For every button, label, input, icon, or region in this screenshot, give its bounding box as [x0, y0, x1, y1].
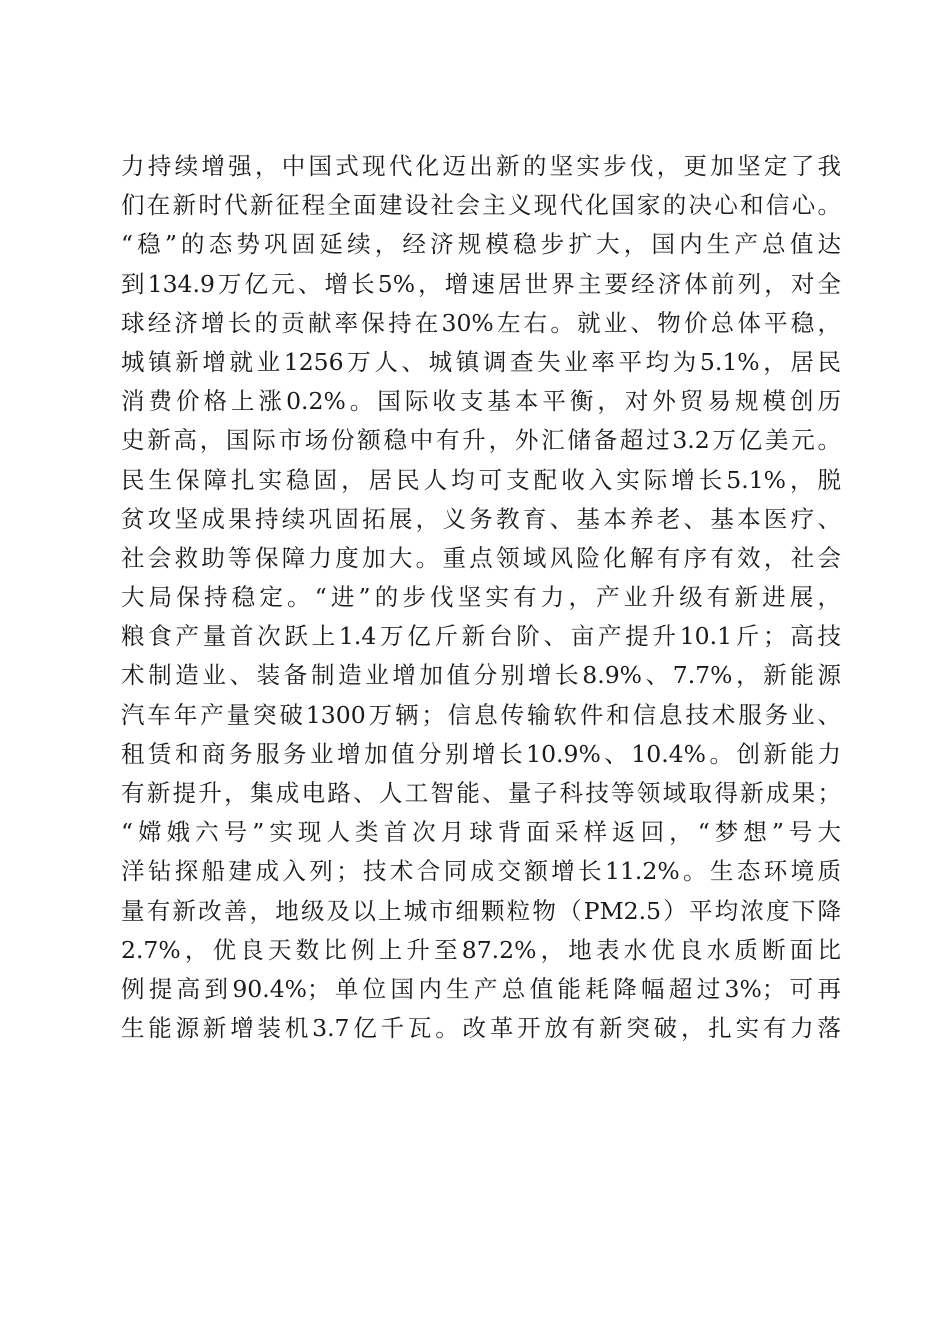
- text-line: 租赁和商务服务业增加值分别增长10.9%、10.4%。创新能力: [121, 739, 841, 768]
- text-line: 大局保持稳定。“进”的步伐坚实有力，产业升级有新进展，: [121, 583, 841, 612]
- text-line: 量有新改善，地级及以上城市细颗粒物（PM2.5）平均浓度下降: [121, 896, 841, 925]
- text-line: 到134.9万亿元、增长5%，增速居世界主要经济体前列，对全: [121, 269, 841, 298]
- text-line: “稳”的态势巩固延续，经济规模稳步扩大，国内生产总值达: [121, 230, 841, 259]
- text-line: 粮食产量首次跃上1.4万亿斤新台阶、亩产提升10.1斤；高技: [121, 622, 841, 651]
- text-line: 生能源新增装机3.7亿千瓦。改革开放有新突破，扎实有力落: [121, 1014, 841, 1043]
- text-line: 汽车年产量突破1300万辆；信息传输软件和信息技术服务业、: [121, 700, 841, 729]
- text-line: 消费价格上涨0.2%。国际收支基本平衡，对外贸易规模创历: [121, 387, 841, 416]
- text-line: 贫攻坚成果持续巩固拓展，义务教育、基本养老、基本医疗、: [121, 504, 841, 533]
- text-line: 史新高，国际市场份额稳中有升，外汇储备超过3.2万亿美元。: [121, 426, 841, 455]
- text-line: 术制造业、装备制造业增加值分别增长8.9%、7.7%，新能源: [121, 661, 841, 690]
- text-line: 力持续增强，中国式现代化迈出新的坚实步伐，更加坚定了我: [121, 152, 841, 180]
- text-line: 球经济增长的贡献率保持在30%左右。就业、物价总体平稳，: [121, 308, 841, 337]
- text-line: 洋钻探船建成入列；技术合同成交额增长11.2%。生态环境质: [121, 857, 841, 886]
- text-line: 2.7%，优良天数比例上升至87.2%，地表水优良水质断面比: [121, 935, 841, 964]
- text-line: 社会救助等保障力度加大。重点领域风险化解有序有效，社会: [121, 543, 841, 572]
- text-line: “嫦娥六号”实现人类首次月球背面采样返回，“梦想”号大: [121, 818, 841, 847]
- body-paragraph: [121, 147, 841, 1048]
- text-line: 们在新时代新征程全面建设社会主义现代化国家的决心和信心。: [121, 191, 841, 220]
- text-line: 城镇新增就业1256万人、城镇调查失业率平均为5.1%，居民: [121, 347, 841, 376]
- text-line: 有新提升，集成电路、人工智能、量子科技等领域取得新成果；: [121, 779, 841, 807]
- text-line: 例提高到90.4%；单位国内生产总值能耗降幅超过3%；可再: [121, 974, 841, 1003]
- text-line: 民生保障扎实稳固，居民人均可支配收入实际增长5.1%，脱: [121, 465, 841, 494]
